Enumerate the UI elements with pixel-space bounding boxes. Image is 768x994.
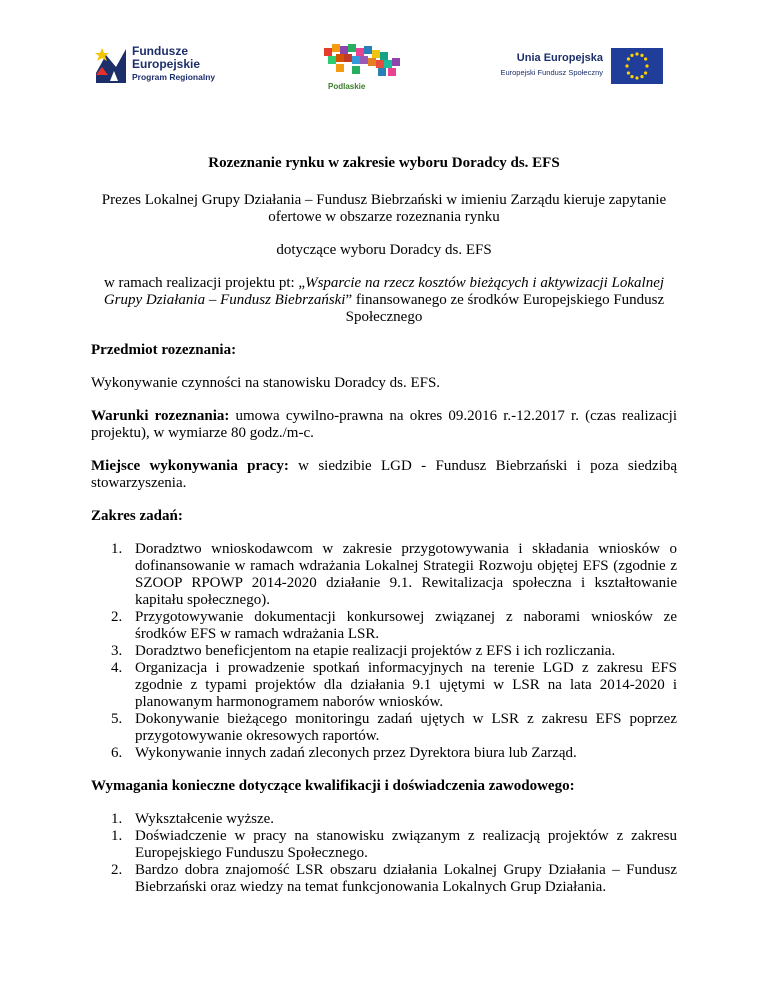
project-suffix: ” finansowanego ze środków Europejskiego Fundusz Społecznego	[345, 292, 665, 325]
fe-line3: Program Regionalny	[132, 72, 216, 82]
list-item: 1. Doradztwo wnioskodawcom w zakresie przygotowywania i składania wniosków o dofinansowanie w ramach wdrażania Lokalnej Strategii Rozwoju objętej EFS (zgodnie z SZOOP RPOWP 2014-2020 działanie 9.1. Rewitalizacja społeczna i kształtowanie kapitału społecznego).	[111, 541, 677, 608]
eu-flag-icon	[611, 48, 663, 84]
project-title: Wsparcie na rzecz kosztów bieżących i aktywizacji Lokalnej Grupy Działania – Fundusz Biebrzański	[103, 275, 665, 308]
zakres-list	[91, 541, 677, 762]
ue-line1: Unia Europejska	[516, 52, 603, 64]
przedmiot-text: Wykonywanie czynności na stanowisku Doradcy ds. EFS.	[91, 375, 441, 391]
list-item: 5. Dokonywanie bieżącego monitoringu zadań ujętych w LSR z zakresu EFS poprzez przygotowywanie okresowych raportów.	[111, 711, 677, 744]
warunki-text: umowa cywilno-prawna na okres 09.2016 r.-12.2017 r. (czas realizacji projektu), w wymiarze 80 godz./m-c.	[91, 408, 677, 441]
warunki-paragraph	[91, 408, 677, 442]
podlaskie-label: Podlaskie	[328, 82, 366, 91]
fe-line1: Fundusze	[132, 44, 188, 58]
fe-line2: Europejskie	[132, 57, 201, 71]
list-item: 3. Doradztwo beneficjentom na etapie realizacji projektów z EFS i ich rozliczania.	[111, 643, 616, 659]
unia-europejska-logo	[488, 48, 663, 88]
list-item: 1. Wykształcenie wyższe.	[111, 811, 275, 827]
wymagania-heading: Wymagania konieczne dotyczące kwalifikacji i doświadczenia zawodowego:	[91, 778, 575, 794]
list-item: 4. Organizacja i prowadzenie spotkań informacyjnych na terenie LGD z zakresu EFS zgodnie z typami projektów dla działania 9.1 ujętymi w LSR na lata 2014-2020 i planowanym harmonogramem naborów wniosków.	[111, 660, 677, 710]
fundusze-europejskie-logo	[92, 45, 232, 89]
project-paragraph	[91, 275, 677, 326]
miejsce-text: w siedzibie LGD - Fundusz Biebrzański i poza siedzibą stowarzyszenia.	[91, 458, 677, 491]
project-prefix: w ramach realizacji projektu pt: „	[103, 275, 306, 291]
miejsce-label: Miejsce wykonywania pracy:	[91, 458, 289, 474]
list-item: 1. Doświadczenie w pracy na stanowisku związanym z realizacją projektów z zakresu Europejskiego Funduszu Społecznego.	[111, 828, 677, 861]
document-title: Rozeznanie rynku w zakresie wyboru Doradcy ds. EFS	[208, 155, 560, 171]
podlaskie-logo	[318, 42, 428, 94]
document-body	[91, 155, 677, 896]
subject-line: dotyczące wyboru Doradcy ds. EFS	[276, 242, 492, 258]
list-item: 2. Przygotowywanie dokumentacji konkursowej związanej z naborami wniosków ze środków EFS w ramach wdrażania LSR.	[111, 609, 677, 642]
zakres-heading: Zakres zadań:	[91, 508, 183, 524]
wymagania-list	[91, 811, 677, 896]
list-item: 6. Wykonywanie innych zadań zleconych przez Dyrektora biura lub Zarząd.	[111, 745, 577, 761]
miejsce-paragraph	[91, 458, 677, 492]
przedmiot-heading: Przedmiot rozeznania:	[91, 342, 237, 358]
list-item: 2. Bardzo dobra znajomość LSR obszaru działania Lokalnej Grupy Działania – Fundusz Biebrzański oraz wiedzy na temat funkcjonowania Lokalnych Grup Działania.	[111, 862, 677, 895]
fe-star-icon	[92, 45, 128, 85]
bison-mosaic-icon	[318, 42, 410, 84]
warunki-label: Warunki rozeznania:	[91, 408, 230, 424]
ue-line2: Europejski Fundusz Społeczny	[500, 68, 603, 77]
intro-paragraph: Prezes Lokalnej Grupy Działania – Fundusz Biebrzański w imieniu Zarządu kieruje zapytanie ofertowe w obszarze rozeznania rynku	[101, 192, 667, 225]
